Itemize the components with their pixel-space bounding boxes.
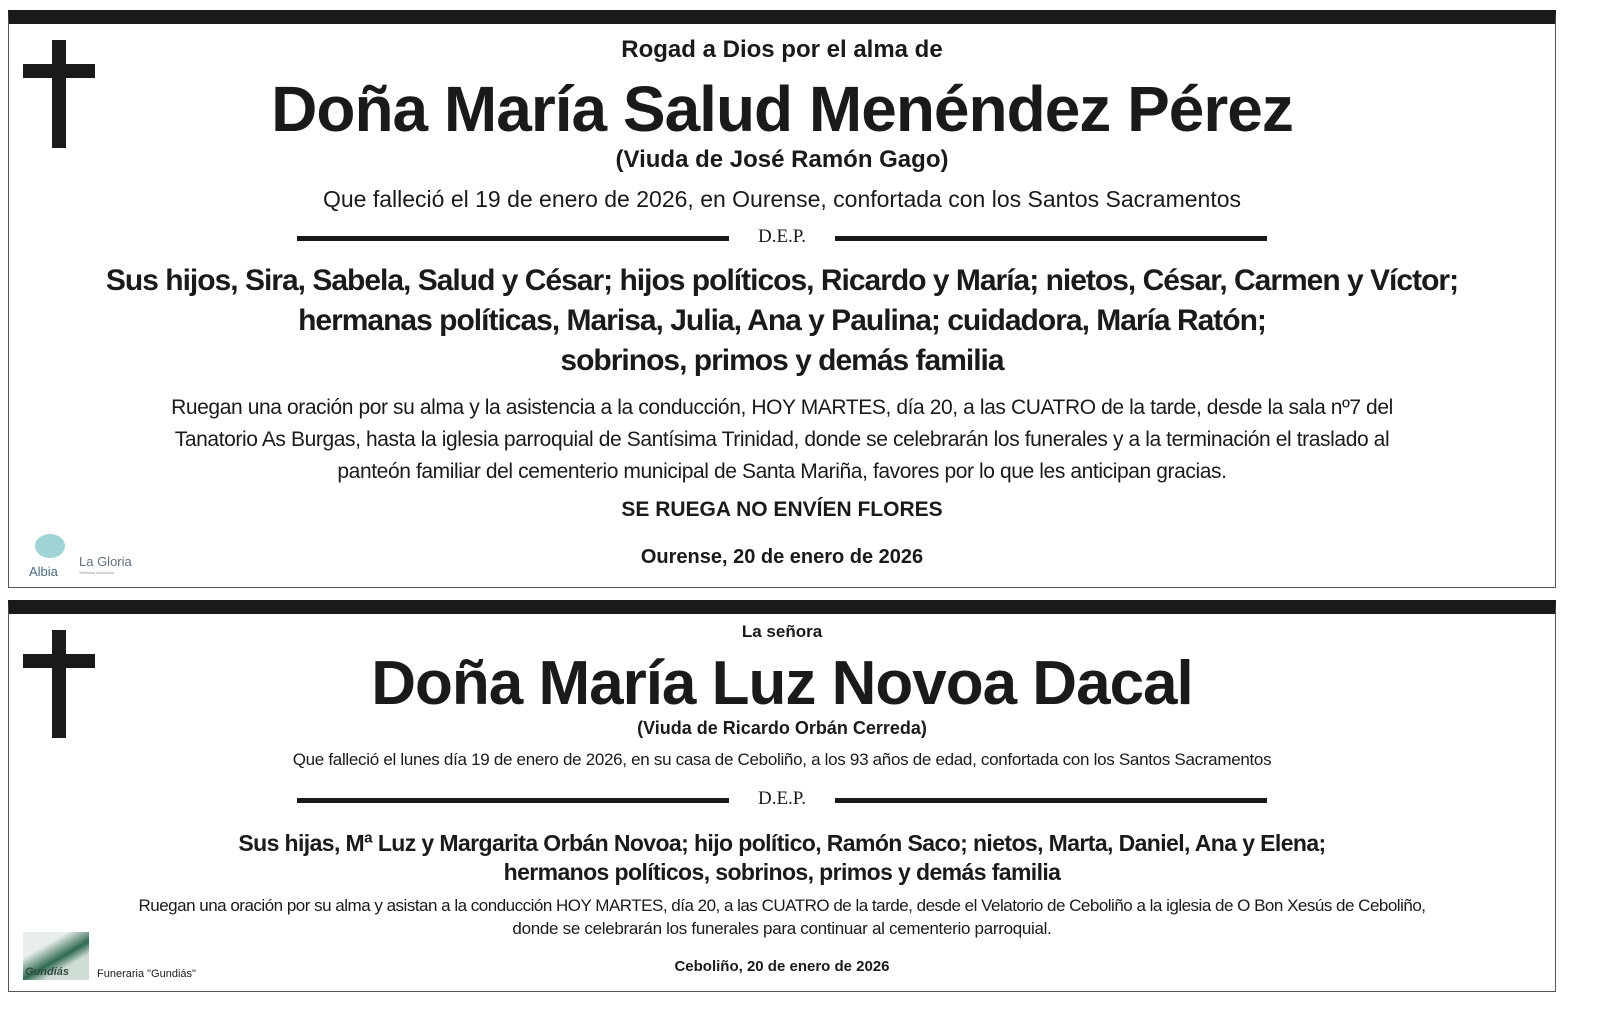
family-line: hermanas políticas, Marisa, Julia, Ana y Paulina; cuidadora, María Ratón; [298,304,1266,337]
dep-label: D.E.P. [757,788,807,809]
service-line: Tanatorio As Burgas, hasta la iglesia parroquial de Santísima Trinidad, donde se celebrarán los funerales y a la terminación el traslado al [174,428,1390,451]
logo-brand: Gundiás [25,966,70,978]
logo-brand: Albia [29,564,58,579]
intro: Rogad a Dios por el alma de [621,36,943,63]
deceased-name: Doña María Luz Novoa Dacal [371,649,1193,718]
albia-logo-icon [35,534,65,558]
place-date: Ourense, 20 de enero de 2026 [640,546,924,568]
widow-of: (Viuda de José Ramón Gago) [615,146,949,173]
family-line: Sus hijas, Mª Luz y Margarita Orbán Novoa; hijo político, Ramón Saco; nietos, Marta, Daniel, Ana y Elena; [238,830,1326,856]
death-info: Que falleció el lunes día 19 de enero de 2026, en su casa de Ceboliño, a los 93 años de edad, confortada con los Santos Sacramentos [292,750,1272,769]
logo-sub: Funeraria "Gundiás" [97,968,196,980]
obituary-notice-1 [8,10,1556,588]
dep-label: D.E.P. [757,226,807,247]
place-date: Ceboliño, 20 de enero de 2026 [674,958,890,975]
logo-sub: La Gloria [79,554,132,569]
family-line: hermanos políticos, sobrinos, primos y demás familia [503,859,1061,885]
service-line: Ruegan una oración por su alma y asistan a la conducción HOY MARTES, día 20, a las CUATRO de la tarde, desde el Velatorio de Ceboliño a la iglesia de O Bon Xesús de Ceboliño, [138,896,1426,915]
logo-tagline: Servicios funerarios [79,570,115,575]
dep-divider [297,790,1267,810]
death-info: Que falleció el 19 de enero de 2026, en Ourense, confortada con los Santos Sacramentos [322,186,1242,212]
intro: La señora [741,622,823,641]
dep-divider [297,228,1267,248]
family-line: sobrinos, primos y demás familia [560,344,1004,377]
deceased-name: Doña María Salud Menéndez Pérez [271,73,1293,145]
widow-of: (Viuda de Ricardo Orbán Cerreda) [637,718,927,738]
no-flowers: SE RUEGA NO ENVÍEN FLORES [621,498,943,521]
family-line: Sus hijos, Sira, Sabela, Salud y César; hijos políticos, Ricardo y María; nietos, César, Carmen y Víctor; [105,264,1459,297]
obituary-notice-2 [8,600,1556,992]
service-line: panteón familiar del cementerio municipal de Santa Mariña, favores por lo que les anticipan gracias. [337,460,1227,483]
service-line: Ruegan una oración por su alma y la asistencia a la conducción, HOY MARTES, día 20, a las CUATRO de la tarde, desde la sala nº7 del [171,396,1393,419]
service-line: donde se celebrarán los funerales para continuar al cementerio parroquial. [512,919,1052,938]
